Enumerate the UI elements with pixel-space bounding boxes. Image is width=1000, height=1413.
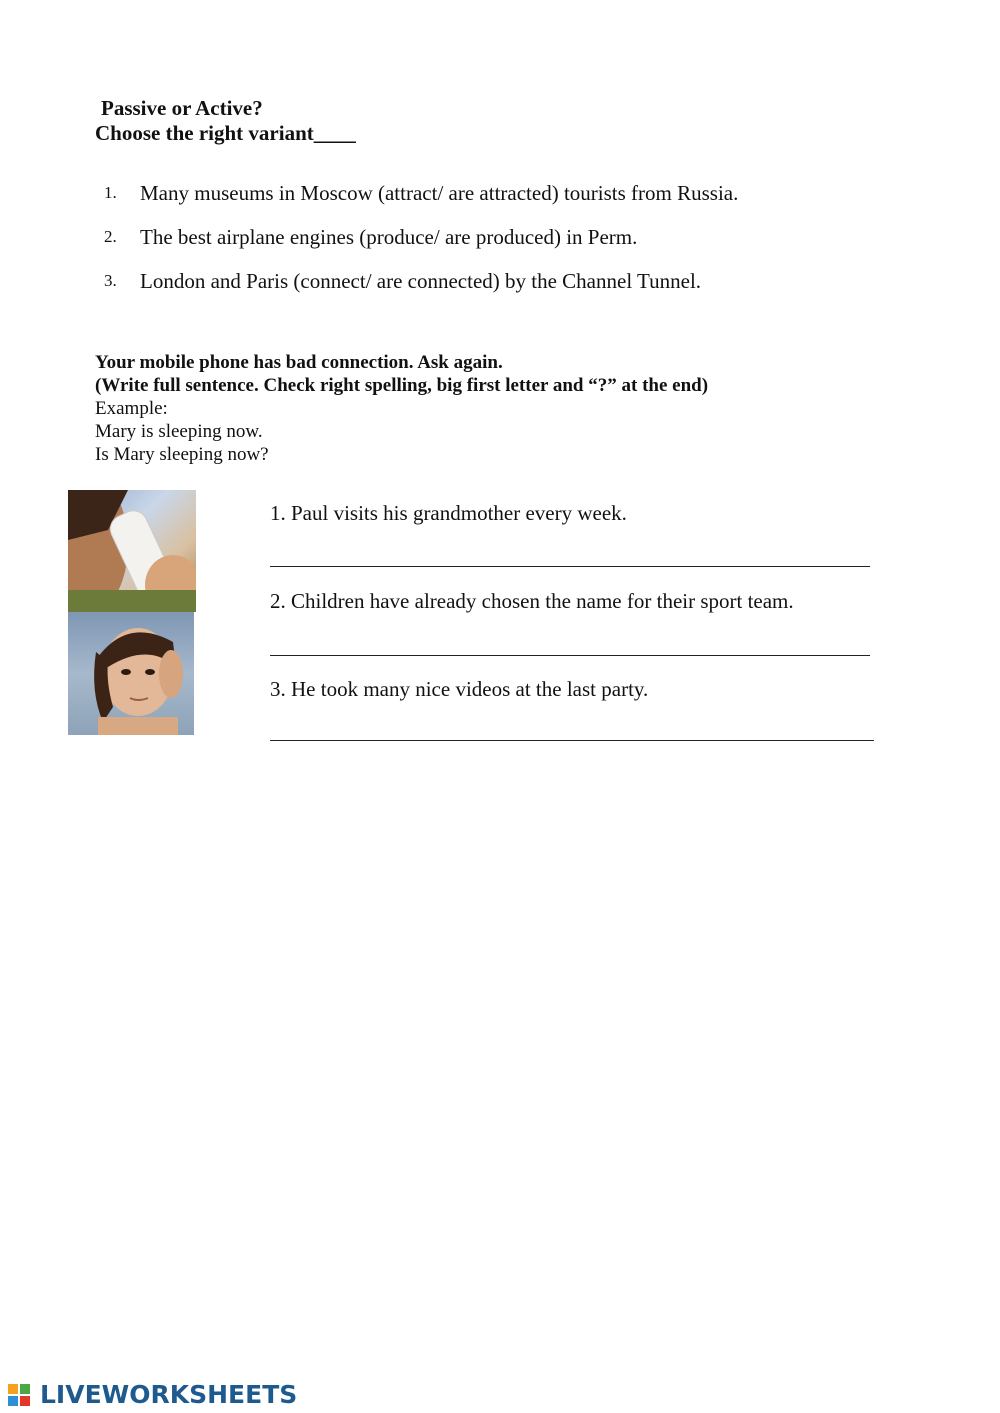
item-number: 2. [104,227,117,246]
answer-line-2[interactable] [270,655,870,656]
question-1: 1. Paul visits his grandmother every week. [270,501,627,525]
item-text: London and Paris (connect/ are connected) by the Channel Tunnel. [140,269,702,293]
example-label: Example: [95,398,168,419]
section1-subtitle: Choose the right variant____ [95,121,356,145]
question-2: 2. Children have already chosen the name for their sport team. [270,589,794,613]
example-statement: Mary is sleeping now. [95,421,263,442]
question-3: 3. He took many nice videos at the last party. [270,677,649,701]
section2-heading: Your mobile phone has bad connection. Ask again. [95,352,503,373]
answer-line-3[interactable] [270,740,874,741]
logo-icon [8,1384,32,1408]
item-text: Many museums in Moscow (attract/ are attracted) tourists from Russia. [140,181,739,205]
listening-woman-photo [68,612,194,735]
phone-call-photo [68,490,196,612]
item-number: 1. [104,183,117,202]
answer-line-1[interactable] [270,566,870,567]
example-question: Is Mary sleeping now? [95,444,269,465]
item-number: 3. [104,271,117,290]
item-text: The best airplane engines (produce/ are produced) in Perm. [140,225,638,249]
logo-text: LIVEWORKSHEETS [40,1380,298,1409]
section1-title: Passive or Active? [101,96,263,120]
section2-instruction: (Write full sentence. Check right spelling, big first letter and “?” at the end) [95,375,709,396]
